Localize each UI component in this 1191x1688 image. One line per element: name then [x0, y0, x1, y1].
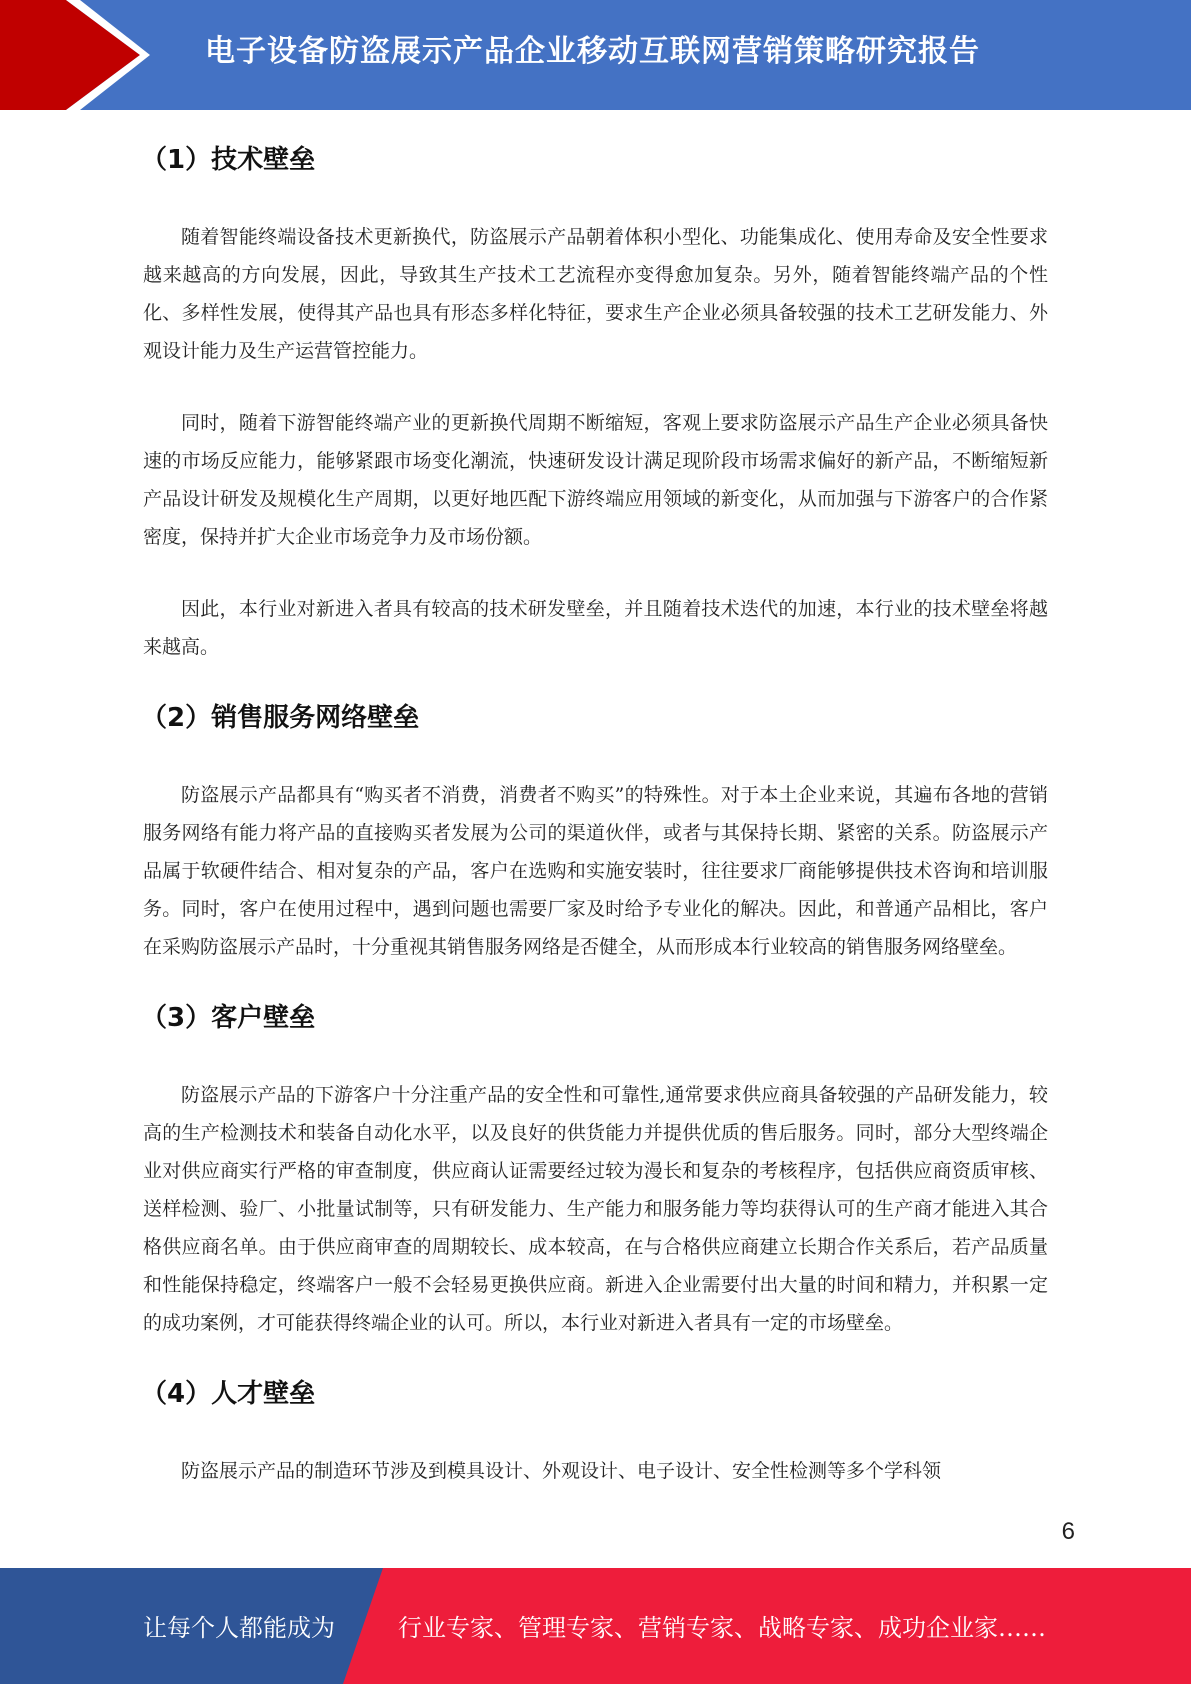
page-footer	[0, 1568, 1191, 1684]
footer-slogan-left: 让每个人都能成为	[143, 1614, 335, 1642]
page-header	[0, 0, 1191, 110]
paragraph: 随着智能终端设备技术更新换代，防盗展示产品朝着体积小型化、功能集成化、使用寿命及安全性要求越来越高的方向发展，因此，导致其生产技术工艺流程亦变得愈加复杂。另外，随着智能终端产品的个性化、多样性发展，使得其产品也具有形态多样化特征，要求生产企业必须具备较强的技术工艺研发能力、外观设计能力及生产运营管控能力。	[143, 226, 1048, 362]
footer-slogan-right: 行业专家、管理专家、营销专家、战略专家、成功企业家……	[398, 1614, 1046, 1642]
section-heading-sales-network-barrier: （2）销售服务网络壁垒	[141, 703, 420, 733]
report-body	[143, 112, 1048, 1524]
section-heading-tech-barrier: （1）技术壁垒	[141, 145, 316, 175]
section-heading-talent-barrier: （4）人才壁垒	[141, 1379, 316, 1409]
paragraph: 同时，随着下游智能终端产业的更新换代周期不断缩短，客观上要求防盗展示产品生产企业必须具备快速的市场反应能力，能够紧跟市场变化潮流，快速研发设计满足现阶段市场需求偏好的新产品，不断缩短新产品设计研发及规模化生产周期，以更好地匹配下游终端应用领域的新变化，从而加强与下游客户的合作紧密度，保持并扩大企业市场竞争力及市场份额。	[143, 412, 1048, 548]
paragraph: 防盗展示产品都具有“购买者不消费，消费者不购买”的特殊性。对于本土企业来说，其遍布各地的营销服务网络有能力将产品的直接购买者发展为公司的渠道伙伴，或者与其保持长期、紧密的关系。防盗展示产品属于软硬件结合、相对复杂的产品，客户在选购和实施安装时，往往要求厂商能够提供技术咨询和培训服务。同时，客户在使用过程中，遇到问题也需要厂家及时给予专业化的解决。因此，和普通产品相比，客户在采购防盗展示产品时，十分重视其销售服务网络是否健全，从而形成本行业较高的销售服务网络壁垒。	[143, 784, 1048, 958]
report-title: 电子设备防盗展示产品企业移动互联网营销策略研究报告	[205, 34, 980, 69]
page-number: 6	[1061, 1518, 1075, 1545]
paragraph: 防盗展示产品的下游客户十分注重产品的安全性和可靠性,通常要求供应商具备较强的产品研发能力，较高的生产检测技术和装备自动化水平，以及良好的供货能力并提供优质的售后服务。同时，部分大型终端企业对供应商实行严格的审查制度，供应商认证需要经过较为漫长和复杂的考核程序，包括供应商资质审核、送样检测、验厂、小批量试制等，只有研发能力、生产能力和服务能力等均获得认可的生产商才能进入其合格供应商名单。由于供应商审查的周期较长、成本较高，在与合格供应商建立长期合作关系后，若产品质量和性能保持稳定，终端客户一般不会轻易更换供应商。新进入企业需要付出大量的时间和精力，并积累一定的成功案例，才可能获得终端企业的认可。所以，本行业对新进入者具有一定的市场壁垒。	[143, 1084, 1048, 1334]
paragraph: 因此，本行业对新进入者具有较高的技术研发壁垒，并且随着技术迭代的加速，本行业的技术壁垒将越来越高。	[143, 598, 1048, 658]
header-chevron-decoration	[0, 0, 150, 110]
paragraph: 防盗展示产品的制造环节涉及到模具设计、外观设计、电子设计、安全性检测等多个学科领	[181, 1460, 942, 1482]
section-heading-customer-barrier: （3）客户壁垒	[141, 1003, 316, 1033]
